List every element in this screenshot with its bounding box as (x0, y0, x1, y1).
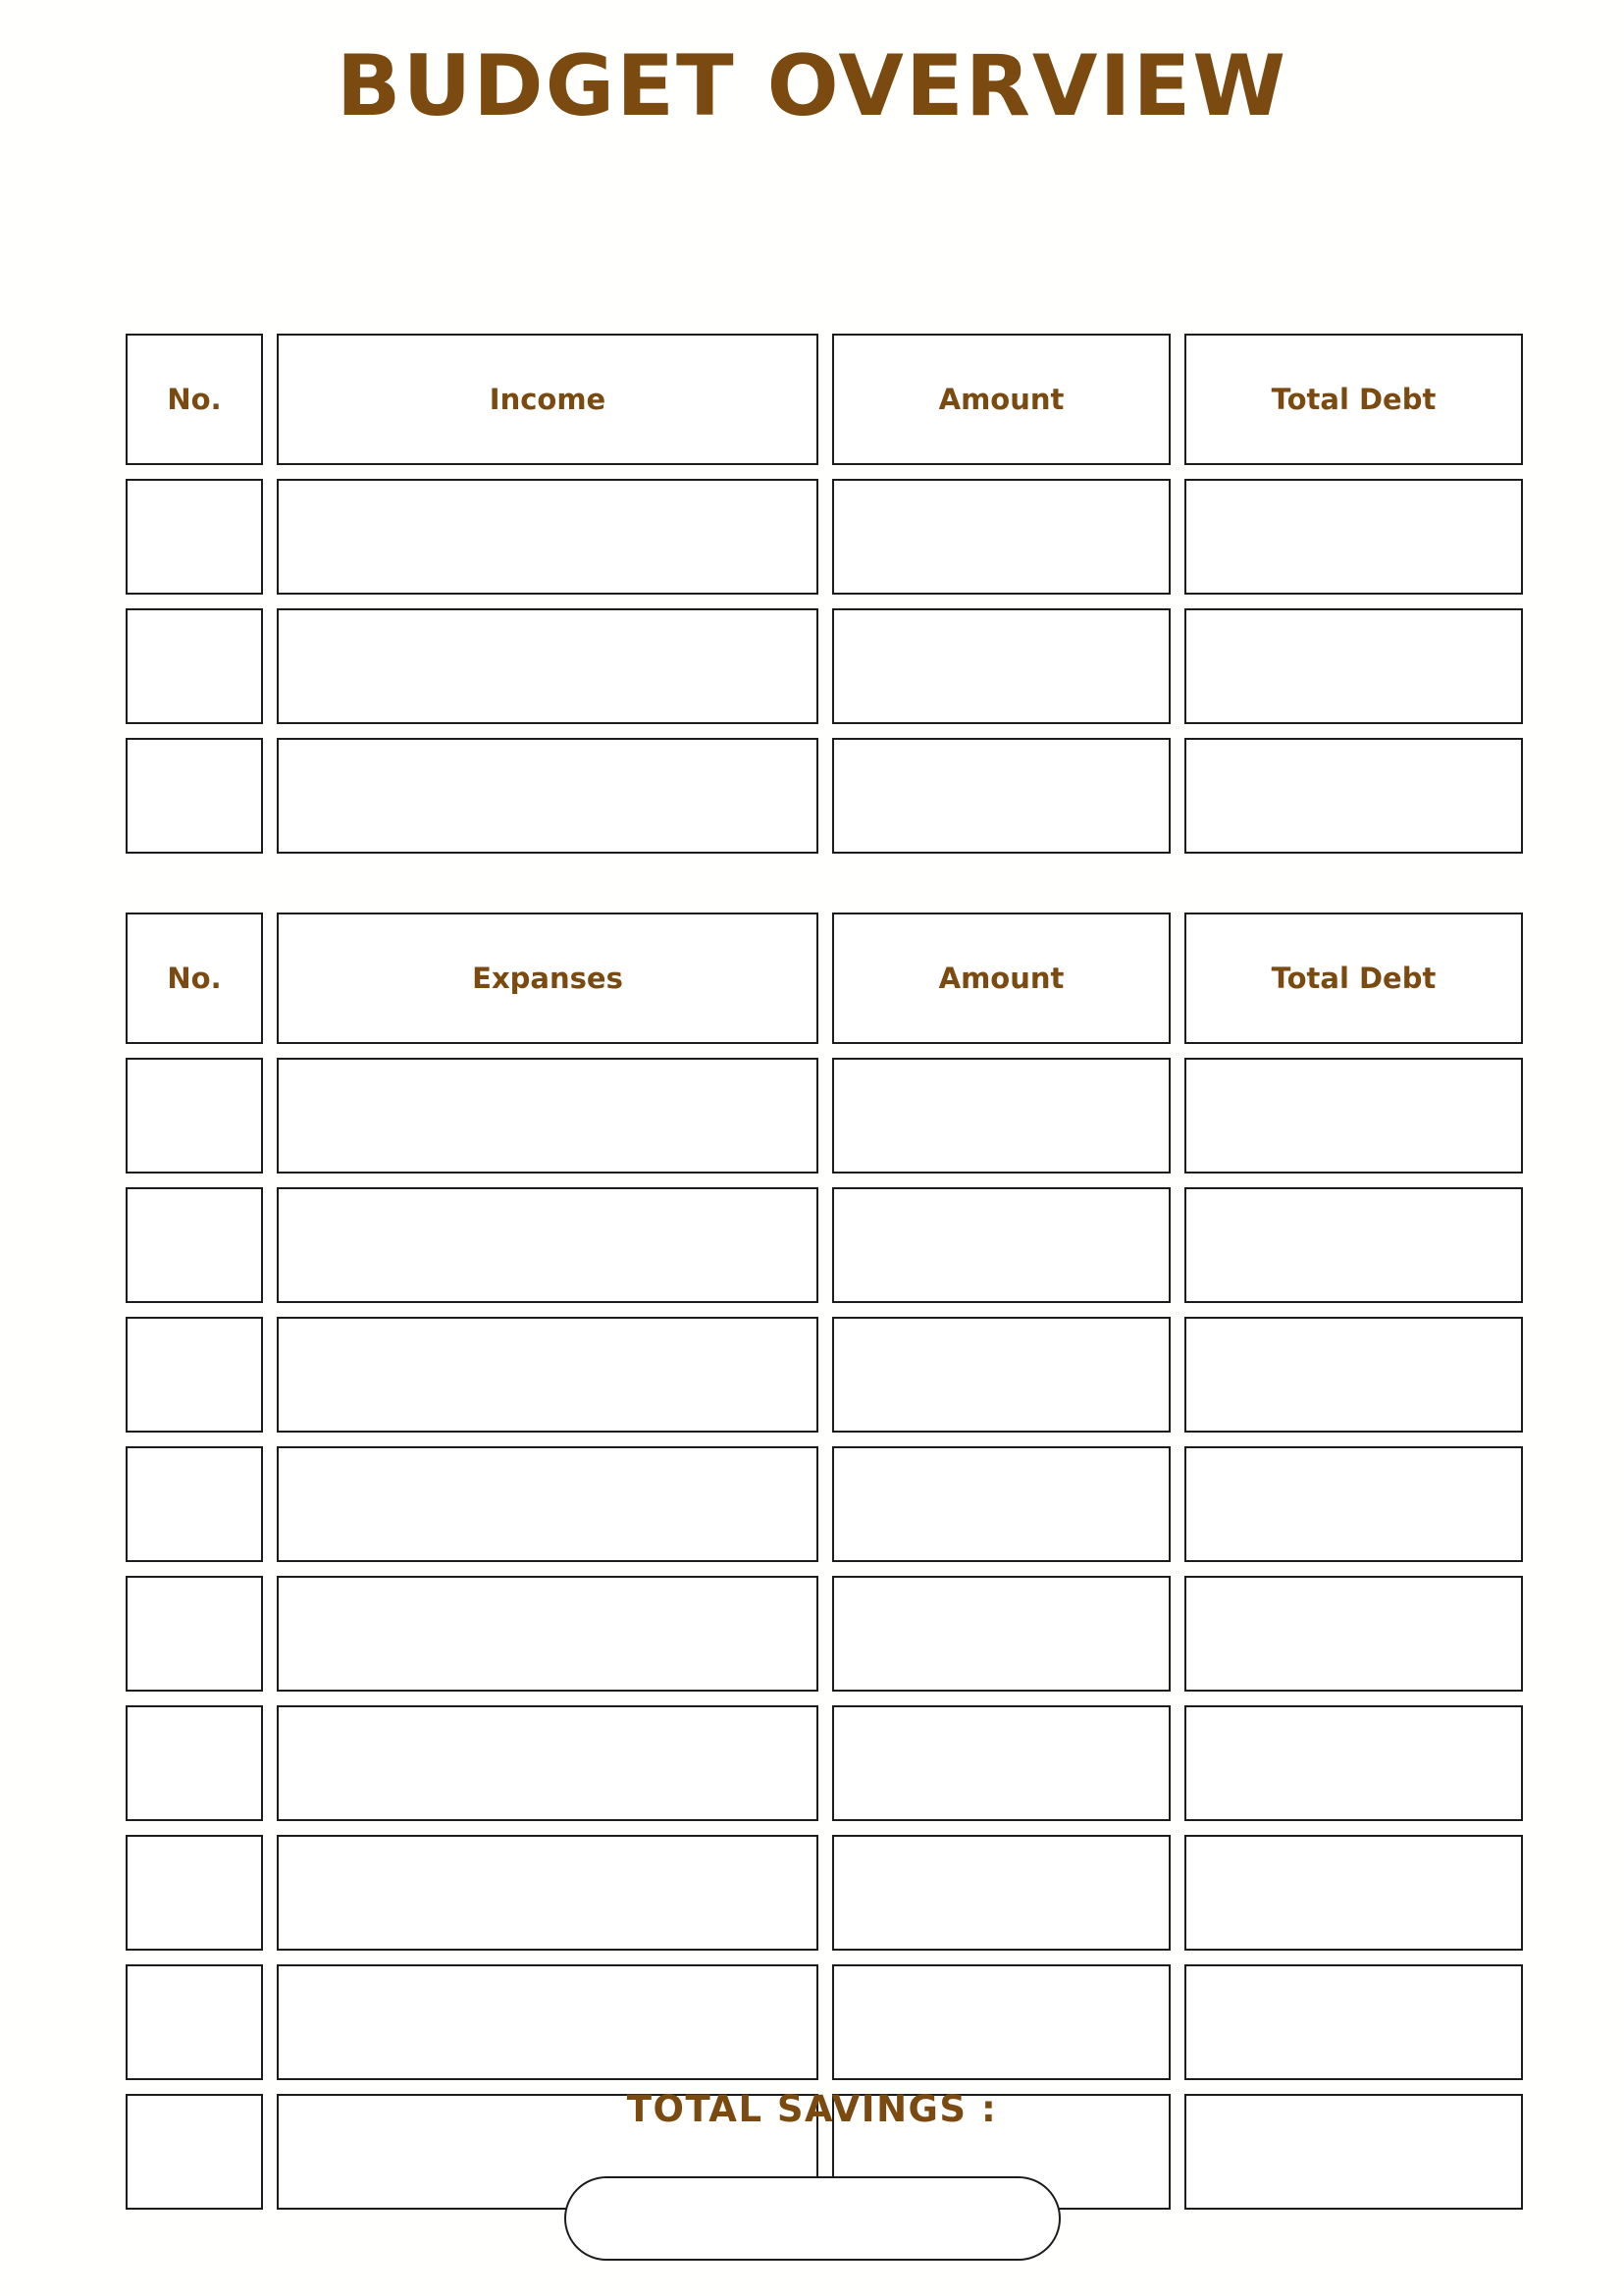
table-row (126, 1317, 1527, 1433)
expense-header-no: No. (126, 913, 263, 1044)
expense-header-debt: Total Debt (1184, 913, 1523, 1044)
expense-cell-debt[interactable] (1184, 1317, 1523, 1433)
table-row (126, 1187, 1527, 1303)
table-row (126, 1446, 1527, 1562)
income-table (126, 334, 1527, 867)
income-cell-no[interactable] (126, 608, 263, 724)
expense-cell-no[interactable] (126, 1187, 263, 1303)
expense-table (126, 913, 1527, 2223)
expense-cell-debt[interactable] (1184, 1576, 1523, 1692)
expense-cell-debt[interactable] (1184, 1058, 1523, 1174)
table-row (126, 1705, 1527, 1821)
expense-cell-no[interactable] (126, 1058, 263, 1174)
expense-cell-amount[interactable] (832, 1187, 1171, 1303)
income-cell-name[interactable] (277, 608, 818, 724)
expense-cell-debt[interactable] (1184, 1187, 1523, 1303)
expense-cell-amount[interactable] (832, 1446, 1171, 1562)
expense-cell-name[interactable] (277, 1446, 818, 1562)
expense-cell-amount[interactable] (832, 1317, 1171, 1433)
income-header-income: Income (277, 334, 818, 465)
income-cell-amount[interactable] (832, 479, 1171, 595)
expense-cell-no[interactable] (126, 1705, 263, 1821)
expense-cell-amount[interactable] (832, 1058, 1171, 1174)
income-header-amount: Amount (832, 334, 1171, 465)
expense-cell-name[interactable] (277, 1835, 818, 1951)
expense-cell-name[interactable] (277, 1317, 818, 1433)
total-savings-field[interactable] (564, 2176, 1061, 2261)
expense-cell-amount[interactable] (832, 1964, 1171, 2080)
income-cell-name[interactable] (277, 479, 818, 595)
income-header-debt: Total Debt (1184, 334, 1523, 465)
table-row (126, 1058, 1527, 1174)
expense-table-header-row (126, 913, 1527, 1044)
expense-cell-no[interactable] (126, 1576, 263, 1692)
expense-cell-name[interactable] (277, 1058, 818, 1174)
income-cell-amount[interactable] (832, 608, 1171, 724)
expense-cell-no[interactable] (126, 1964, 263, 2080)
expense-cell-no[interactable] (126, 1446, 263, 1562)
expense-cell-debt[interactable] (1184, 1446, 1523, 1562)
income-cell-debt[interactable] (1184, 608, 1523, 724)
expense-cell-name[interactable] (277, 1576, 818, 1692)
expense-cell-name[interactable] (277, 1187, 818, 1303)
expense-cell-name[interactable] (277, 1964, 818, 2080)
expense-cell-name[interactable] (277, 1705, 818, 1821)
expense-cell-debt[interactable] (1184, 1835, 1523, 1951)
total-savings-label: TOTAL SAVINGS : (626, 2088, 998, 2130)
expense-header-amount: Amount (832, 913, 1171, 1044)
expense-cell-debt[interactable] (1184, 1705, 1523, 1821)
expense-cell-debt[interactable] (1184, 1964, 1523, 2080)
expense-cell-amount[interactable] (832, 1576, 1171, 1692)
income-cell-no[interactable] (126, 479, 263, 595)
income-header-no: No. (126, 334, 263, 465)
expense-cell-no[interactable] (126, 1317, 263, 1433)
income-cell-debt[interactable] (1184, 738, 1523, 854)
table-row (126, 1576, 1527, 1692)
table-row (126, 608, 1527, 724)
table-row (126, 1835, 1527, 1951)
income-cell-debt[interactable] (1184, 479, 1523, 595)
table-row (126, 738, 1527, 854)
table-row (126, 1964, 1527, 2080)
page-title: BUDGET OVERVIEW (336, 37, 1288, 135)
expense-cell-amount[interactable] (832, 1705, 1171, 1821)
income-table-header-row (126, 334, 1527, 465)
table-row (126, 479, 1527, 595)
income-cell-no[interactable] (126, 738, 263, 854)
expense-cell-amount[interactable] (832, 1835, 1171, 1951)
income-cell-name[interactable] (277, 738, 818, 854)
expense-cell-no[interactable] (126, 1835, 263, 1951)
income-cell-amount[interactable] (832, 738, 1171, 854)
expense-header-expanses: Expanses (277, 913, 818, 1044)
